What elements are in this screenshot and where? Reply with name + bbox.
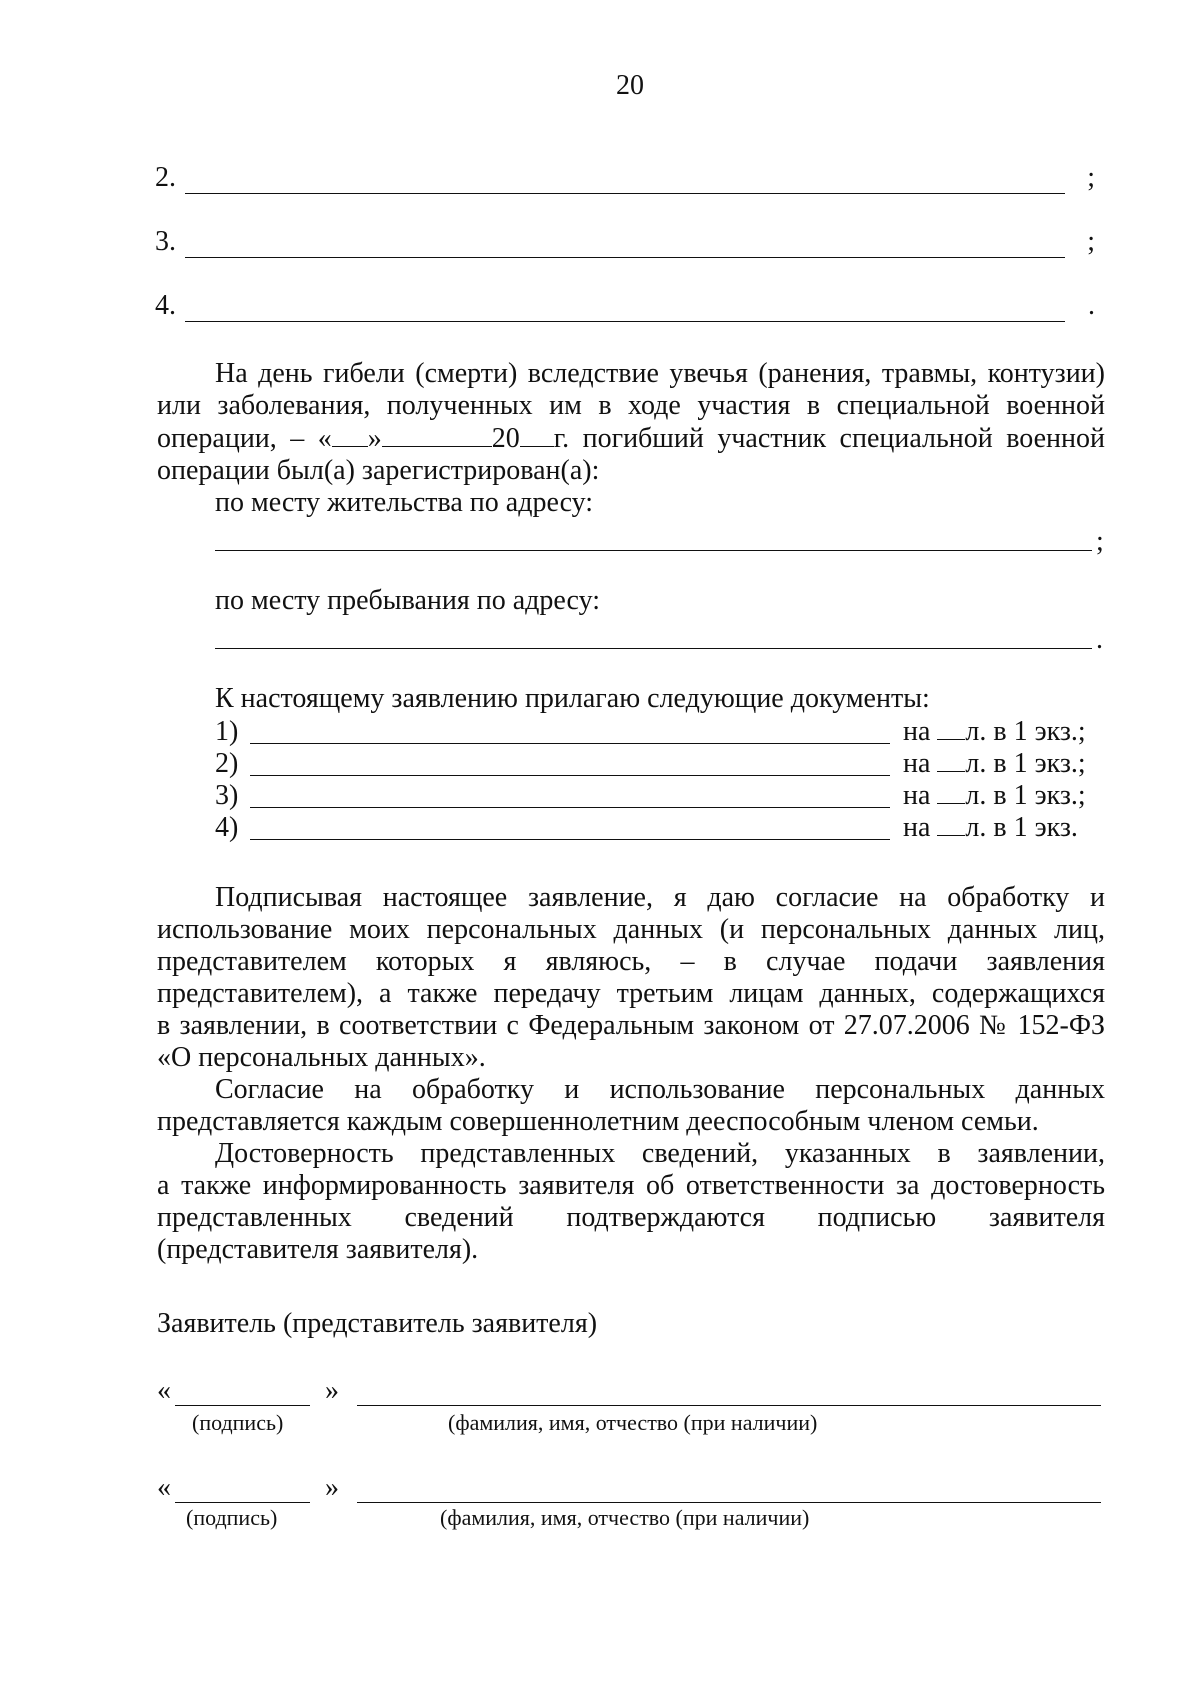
day-blank[interactable]: [332, 422, 368, 447]
accuracy-line-1: Достоверность представленных сведений, указанных в заявлении,: [215, 1138, 1105, 1169]
quote-open: «: [157, 1472, 171, 1503]
attachment-pages: на л. в 1 экз.: [903, 812, 1078, 843]
blank-end-mark: .: [1088, 290, 1095, 321]
blank-end-mark: ;: [1087, 162, 1095, 193]
attachment-pages: на л. в 1 экз.;: [903, 748, 1086, 779]
signature-caption: (подпись): [186, 1505, 278, 1530]
signature-caption: (подпись): [192, 1410, 284, 1435]
blank-line-3[interactable]: [155, 224, 1095, 264]
pages-blank[interactable]: [937, 717, 965, 740]
attachment-row-4[interactable]: [215, 812, 1095, 844]
attachment-name-field[interactable]: [250, 775, 890, 776]
pages-blank[interactable]: [937, 781, 965, 804]
full-name-field[interactable]: [357, 1405, 1101, 1406]
name-caption: (фамилия, имя, отчество (при наличии): [440, 1505, 810, 1530]
death-paragraph: [157, 358, 1105, 519]
pages-blank[interactable]: [937, 749, 965, 772]
blank-line-2[interactable]: [155, 160, 1095, 200]
attachment-row-3[interactable]: [215, 780, 1095, 812]
attachment-number: 3): [215, 780, 239, 811]
signature-field[interactable]: [175, 1502, 310, 1503]
death-line-2: или заболевания, полученных им в ходе участия в специальной военной: [157, 390, 1105, 421]
pages-blank[interactable]: [937, 813, 965, 836]
death-line-3-end: г. погибший участник специальной военной: [553, 423, 1105, 454]
attachment-name-field[interactable]: [250, 807, 890, 808]
residence-label: по месту жительства по адресу:: [215, 487, 594, 518]
blank-rule: [185, 193, 1065, 194]
attachment-name-field[interactable]: [250, 839, 890, 840]
name-caption: (фамилия, имя, отчество (при наличии): [448, 1410, 818, 1435]
attachment-number: 4): [215, 812, 239, 843]
accuracy-line-3: представленных сведений подтверждаются подписью заявителя: [157, 1202, 1105, 1233]
full-name-field[interactable]: [357, 1502, 1101, 1503]
blank-rule: [185, 257, 1065, 258]
page-number: 20: [616, 70, 644, 101]
signature-field[interactable]: [175, 1405, 310, 1406]
stay-address-field[interactable]: [215, 648, 1092, 649]
residence-end-mark: ;: [1096, 526, 1104, 557]
residence-address-field[interactable]: [215, 550, 1092, 551]
blank-number: 4.: [155, 290, 176, 321]
attachment-pages: на л. в 1 экз.;: [903, 780, 1086, 811]
death-line-1: На день гибели (смерти) вследствие увечья (ранения, травмы, контузии): [215, 358, 1105, 389]
quote-close: »: [325, 1472, 339, 1503]
attachment-number: 1): [215, 716, 239, 747]
attachments-intro: К настоящему заявлению прилагаю следующие документы:: [215, 683, 930, 714]
consent-line-1: Подписывая настоящее заявление, я даю согласие на обработку и: [215, 882, 1105, 913]
consent-line-5: в заявлении, в соответствии с Федеральным законом от 27.07.2006 № 152-ФЗ: [157, 1010, 1105, 1041]
death-line-3: [157, 422, 1105, 455]
stay-label: по месту пребывания по адресу:: [215, 585, 600, 616]
month-blank[interactable]: [382, 422, 492, 447]
agreement-line-2: представляется каждым совершеннолетним дееспособным членом семьи.: [157, 1106, 1039, 1137]
death-line-3-start: операции, – «: [157, 423, 332, 454]
blank-line-4[interactable]: [155, 288, 1095, 328]
consent-line-3: представителем которых я являюсь, – в случае подачи заявления: [157, 946, 1105, 977]
attachment-row-1[interactable]: [215, 716, 1095, 748]
accuracy-line-2: а также информированность заявителя об ответственности за достоверность: [157, 1170, 1105, 1201]
attachment-number: 2): [215, 748, 239, 779]
agreement-line-1: Согласие на обработку и использование персональных данных: [215, 1074, 1105, 1105]
consent-line-2: использование моих персональных данных (и персональных данных лиц,: [157, 914, 1105, 945]
consent-line-6: «О персональных данных».: [157, 1042, 486, 1073]
quote-close: »: [325, 1375, 339, 1406]
stay-end-mark: .: [1096, 624, 1103, 655]
blank-end-mark: ;: [1087, 226, 1095, 257]
blank-number: 2.: [155, 162, 176, 193]
applicant-label: Заявитель (представитель заявителя): [157, 1308, 598, 1339]
consent-line-4: представителем), а также передачу третьим лицам данных, содержащихся: [157, 978, 1105, 1009]
consent-paragraph: [157, 882, 1105, 1266]
blank-number: 3.: [155, 226, 176, 257]
death-line-3-century: 20: [491, 423, 520, 454]
quote-open: «: [157, 1375, 171, 1406]
year-blank[interactable]: [520, 422, 554, 447]
attachment-row-2[interactable]: [215, 748, 1095, 780]
death-line-3-close: »: [367, 423, 382, 454]
attachment-name-field[interactable]: [250, 743, 890, 744]
accuracy-line-4: (представителя заявителя).: [157, 1234, 479, 1265]
blank-rule: [185, 321, 1065, 322]
death-line-4: операции был(а) зарегистрирован(а):: [157, 455, 600, 486]
attachment-pages: на л. в 1 экз.;: [903, 716, 1086, 747]
signature-row-1[interactable]: [157, 1375, 1101, 1415]
